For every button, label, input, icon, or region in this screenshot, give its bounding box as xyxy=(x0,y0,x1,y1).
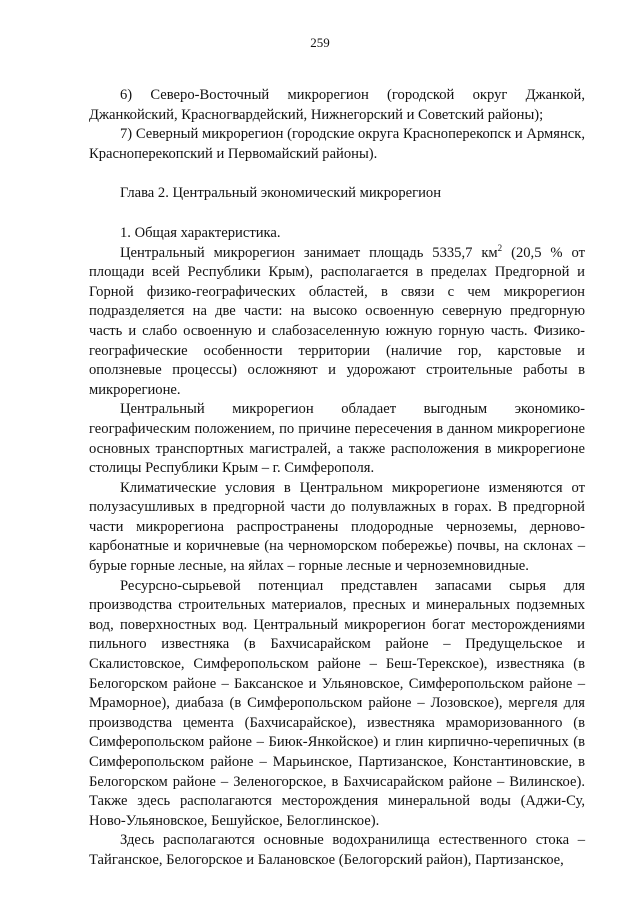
paragraph-text: 7) Северный микрорегион (городские округа Красноперекопск и Армянск, Красноперекопский и Первомайский районы). xyxy=(89,126,585,162)
paragraph-text: 6) Северо-Восточный микрорегион (городской округ Джанкой, Джанкойский, Красногвардейский, Нижнегорский и Советский районы); xyxy=(89,87,585,123)
paragraph-text: Центральный микрорегион занимает площадь 5335,7 км xyxy=(120,244,498,261)
paragraph xyxy=(89,125,585,164)
paragraph-text: Глава 2. Центральный экономический микрорегион xyxy=(120,185,442,202)
paragraph xyxy=(89,400,585,478)
paragraph-text: 1. Общая характеристика. xyxy=(120,224,281,241)
paragraph-text: Центральный микрорегион обладает выгодным экономико-географическим положением, по причине пересечения в данном микрорегионе основных транспортных магистралей, а также расположения в микрорегионе столицы Республики Крым – г. Симферополя. xyxy=(89,401,585,477)
paragraph xyxy=(89,479,585,577)
paragraph-text: Климатические условия в Центральном микрорегионе изменяются от полузасушливых в предгорной части до полувлажных в горах. В предгорной части микрорегиона распространены плодородные черноземы, дерново-карбонатные и коричневые (на черноморском побережье) почвы, на склонах – бурые горные лесные, на яйлах – горные лесные и черноземновидные. xyxy=(89,479,585,575)
paragraph-text: Здесь располагаются основные водохранилища естественного стока – Тайганское, Белогорское и Балановское (Белогорский район), Партизанское, xyxy=(89,832,585,868)
paragraph xyxy=(89,244,585,401)
paragraph xyxy=(89,577,585,832)
paragraph-text: Ресурсно-сырьевой потенциал представлен запасами сырья для производства строительных материалов, пресных и минеральных подземных вод, поверхностных вод. Центральный микрорегион богат месторождениями пильного известняка (в Бахчисарайском районе – Предущельское и Скалистовское, Симферопольском районе – Беш-Терекское), известняка (в Белогорском районе – Баксанское и Ульяновское, Симферопольском районе – Мраморное), диабаза (в Симферопольском районе – Лозовское), мергеля для производства цемента (Бахчисарайское), известняка мраморизованного (в Симферопольском районе – Биюк-Янкойское) и глин кирпично-черепичных (в Симферопольском районе – Марьинское, Партизанское, Константиновские, в Белогорском районе – Зеленогорское, в Бахчисарайском районе – Вилинское). Также здесь располагаются месторождения минеральной воды (Аджи-Су, Ново-Ульяновское, Бешуйское, Белоглинское). xyxy=(89,577,585,829)
paragraph xyxy=(89,184,585,204)
paragraph-text: (20,5 % от площади всей Республики Крым), располагается в пределах Предгорной и Горной физико-географических областей, в связи с чем микрорегион подразделяется на две части: на высоко освоенную северную предгорную часть и слабо освоенную и слабозаселенную южную горную часть. Физико-географические особенности территории (наличие гор, карстовые и оползневые процессы) осложняют и удорожают строительные работы в микрорегионе. xyxy=(89,244,585,398)
page-number: 259 xyxy=(310,35,330,50)
paragraph-gap xyxy=(89,204,585,224)
body-text xyxy=(89,86,585,871)
paragraph-gap xyxy=(89,164,585,184)
paragraph xyxy=(89,86,585,125)
superscript: 2 xyxy=(497,242,503,253)
paragraph xyxy=(89,831,585,870)
paragraph xyxy=(89,224,585,244)
